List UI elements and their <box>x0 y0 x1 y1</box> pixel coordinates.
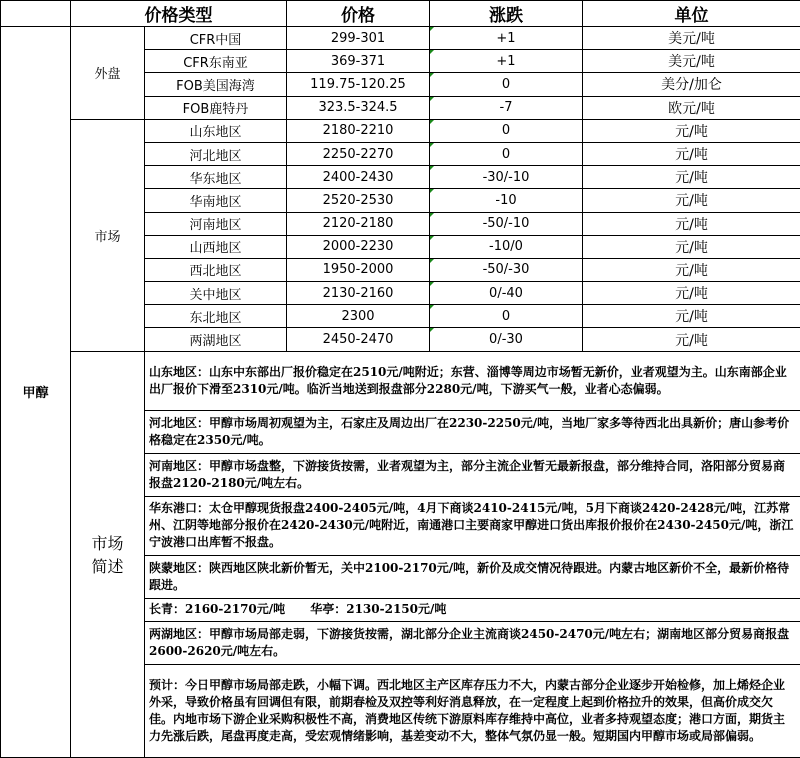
unit: 元/吨 <box>583 258 800 281</box>
region: 西北地区 <box>145 258 287 281</box>
header-blank <box>1 1 71 27</box>
header-type: 价格类型 <box>71 1 287 27</box>
change: 0/-40 <box>430 282 583 305</box>
unit: 元/吨 <box>583 166 800 189</box>
unit: 元/吨 <box>583 119 800 142</box>
note-forecast: 预计：今日甲醇市场局部走跌，小幅下调。西北地区主产区库存压力不大，内蒙古部分企业逐步开始检修，加上烯烃企业外采，导致价格虽有回调但有限，前期春检及双控等利好消息释放，在一定程度上起到价格拉升的效果，但高价成交欠佳。内地市场下游企业采购积极性不高，消费地区传统下游原料库存维持中高位，业者多持观望态度；港口方面，期货主力先涨后跌，尾盘再度走高，受宏观情绪影响，基差变动不大，整体气氛仍显一般。短期国内甲醇市场或局部偏弱。 <box>145 664 800 757</box>
price: 2450-2470 <box>287 328 430 351</box>
note-henan: 河南地区：甲醇市场盘整，下游接货按需，业者观望为主，部分主流企业暂无最新报盘，部分维持合同，洛阳部分贸易商报盘2120-2180元/吨左右。 <box>145 453 800 496</box>
region: 山西地区 <box>145 235 287 258</box>
note-shaanmeng: 陕蒙地区：陕西地区陕北新价暂无，关中2100-2170元/吨，新价及成交情况待跟进。内蒙古地区新价不全，最新价格待跟进。 <box>145 555 800 598</box>
price: 2120-2180 <box>287 212 430 235</box>
summary-group-label: 市场简述 <box>71 351 145 757</box>
change: -30/-10 <box>430 166 583 189</box>
change: -7 <box>430 96 583 119</box>
region: 关中地区 <box>145 282 287 305</box>
unit: 欧元/吨 <box>583 96 800 119</box>
unit: 元/吨 <box>583 282 800 305</box>
note-hebei: 河北地区：甲醇市场周初观望为主，石家庄及周边出厂在2230-2250元/吨，当地厂家多等待西北出具新价；唐山参考价格稳定在2350元/吨。 <box>145 410 800 453</box>
unit: 元/吨 <box>583 189 800 212</box>
change: -50/-10 <box>430 212 583 235</box>
note-shandong: 山东地区：山东中东部出厂报价稳定在2510元/吨附近；东营、淄博等周边市场暂无新价，业者观望为主。山东南部企业出厂报价下滑至2310元/吨。临沂当地送到报盘部分2280元/吨，下游买气一般，业者心态偏弱。 <box>145 351 800 410</box>
unit: 元/吨 <box>583 235 800 258</box>
region: 华东地区 <box>145 166 287 189</box>
unit: 美元/吨 <box>583 50 800 73</box>
price: 2130-2160 <box>287 282 430 305</box>
note-row <box>1 351 800 410</box>
region: FOB美国海湾 <box>145 73 287 96</box>
price: 2520-2530 <box>287 189 430 212</box>
header-row <box>1 1 800 27</box>
product-name: 甲醇 <box>1 27 71 758</box>
unit: 美元/吨 <box>583 27 800 50</box>
change: -10/0 <box>430 235 583 258</box>
change: -10 <box>430 189 583 212</box>
unit: 美分/加仑 <box>583 73 800 96</box>
market-row <box>1 119 800 142</box>
region: CFR中国 <box>145 27 287 50</box>
outer-group-label: 外盘 <box>71 27 145 120</box>
region: 山东地区 <box>145 119 287 142</box>
unit: 元/吨 <box>583 142 800 165</box>
price: 2000-2230 <box>287 235 430 258</box>
note-changqing-huating: 长青：2160-2170元/吨 华亭：2130-2150元/吨 <box>145 598 800 621</box>
price: 299-301 <box>287 27 430 50</box>
change: 0/-30 <box>430 328 583 351</box>
change: 0 <box>430 305 583 328</box>
note-huadong: 华东港口：太仓甲醇现货报盘2400-2405元/吨，4月下商谈2410-2415元/吨，5月下商谈2420-2428元/吨，江苏常州、江阴等地部分报价在2420-2430元/吨附近，南通港口主要商家甲醇进口货出库报价报价在2430-2450元/吨，浙江宁波港口出库暂不报盘。 <box>145 496 800 555</box>
unit: 元/吨 <box>583 328 800 351</box>
region: FOB鹿特丹 <box>145 96 287 119</box>
region: 河北地区 <box>145 142 287 165</box>
price: 2400-2430 <box>287 166 430 189</box>
region: 河南地区 <box>145 212 287 235</box>
change: 0 <box>430 73 583 96</box>
region: CFR东南亚 <box>145 50 287 73</box>
price: 2180-2210 <box>287 119 430 142</box>
price: 2300 <box>287 305 430 328</box>
header-change: 涨跌 <box>430 1 583 27</box>
change: +1 <box>430 50 583 73</box>
header-price: 价格 <box>287 1 430 27</box>
region: 华南地区 <box>145 189 287 212</box>
outer-row <box>1 27 800 50</box>
region: 东北地区 <box>145 305 287 328</box>
header-unit: 单位 <box>583 1 800 27</box>
region: 两湖地区 <box>145 328 287 351</box>
unit: 元/吨 <box>583 305 800 328</box>
market-group-label: 市场 <box>71 119 145 351</box>
note-lianghu: 两湖地区：甲醇市场局部走弱，下游接货按需，湖北部分企业主流商谈2450-2470元/吨左右；湖南地区部分贸易商报盘2600-2620元/吨左右。 <box>145 621 800 664</box>
price: 119.75-120.25 <box>287 73 430 96</box>
change: +1 <box>430 27 583 50</box>
unit: 元/吨 <box>583 212 800 235</box>
price: 1950-2000 <box>287 258 430 281</box>
change: 0 <box>430 142 583 165</box>
price: 2250-2270 <box>287 142 430 165</box>
price: 369-371 <box>287 50 430 73</box>
change: -50/-30 <box>430 258 583 281</box>
change: 0 <box>430 119 583 142</box>
price: 323.5-324.5 <box>287 96 430 119</box>
